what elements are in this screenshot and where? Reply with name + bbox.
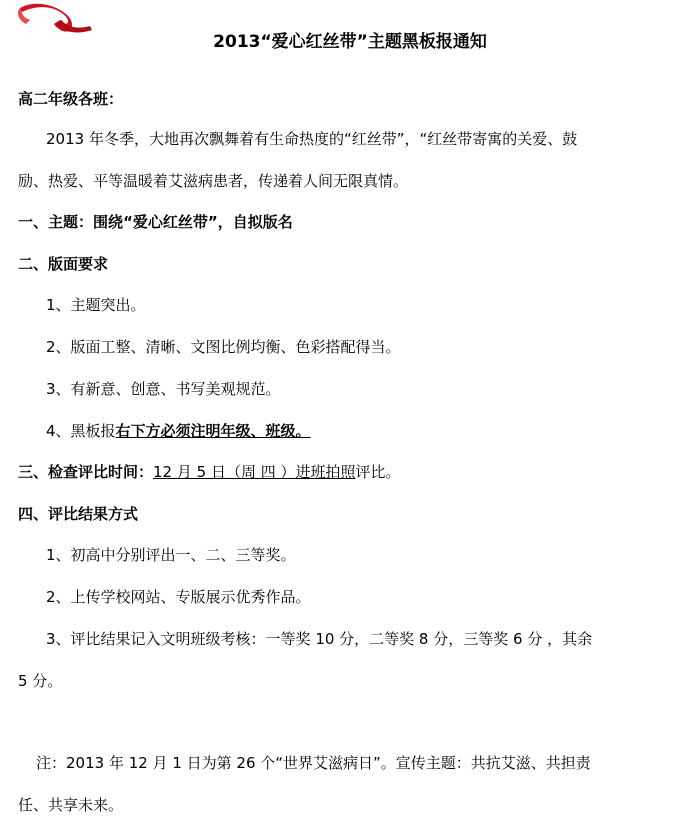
- section-4-item-3: 3、评比结果记入文明班级考核：一等奖 10 分，二等奖 8 分，三等奖 6 分 ，其余: [46, 630, 593, 648]
- note-line-1: 注：2013 年 12 月 1 日为第 26 个“世界艾滋病日”。宣传主题：共抗艾滋、共担责: [36, 754, 591, 772]
- section-2-item-1: 1、主题突出。: [46, 296, 146, 314]
- section-3-suffix: 评比。: [355, 463, 401, 481]
- section-2-item-4: [46, 420, 680, 442]
- section-3-time: 12 月 5 日（周 四 ）进班拍照: [153, 463, 356, 481]
- section-4-item-3-cont: 5 分。: [18, 672, 63, 690]
- section-3-heading: 三、检查评比时间：: [18, 463, 154, 481]
- section-4-heading: 四、评比结果方式: [18, 505, 139, 523]
- section-2-item-3: 3、有新意、创意、书写美观规范。: [46, 380, 281, 398]
- section-4-item-2: 2、上传学校网站、专版展示优秀作品。: [46, 588, 311, 606]
- section-3: [18, 461, 680, 483]
- page-title: 2013“爱心红丝带”主题黑板报通知: [213, 32, 487, 52]
- note-line-2: 任、共享未来。: [18, 796, 124, 814]
- section-2-item-2: 2、版面工整、清晰、文图比例均衡、色彩搭配得当。: [46, 338, 401, 356]
- section-2-item-4-emphasis: 右下方必须注明年级、班级。: [115, 422, 311, 440]
- intro-line-1: 2013 年冬季，大地再次飘舞着有生命热度的“红丝带”，“红丝带寄寓的关爱、鼓: [46, 130, 578, 148]
- addressee: 高二年级各班：: [18, 90, 124, 108]
- intro-line-2: 励、热爱、平等温暖着艾滋病患者，传递着人间无限真情。: [18, 172, 409, 190]
- section-2-heading: 二、版面要求: [18, 255, 109, 273]
- section-4-item-1: 1、初高中分别评出一、二、三等奖。: [46, 546, 296, 564]
- section-2-item-4-prefix: 4、黑板报: [46, 422, 116, 440]
- section-1-heading: 一、主题：围绕“爱心红丝带”，自拟版名: [18, 213, 293, 231]
